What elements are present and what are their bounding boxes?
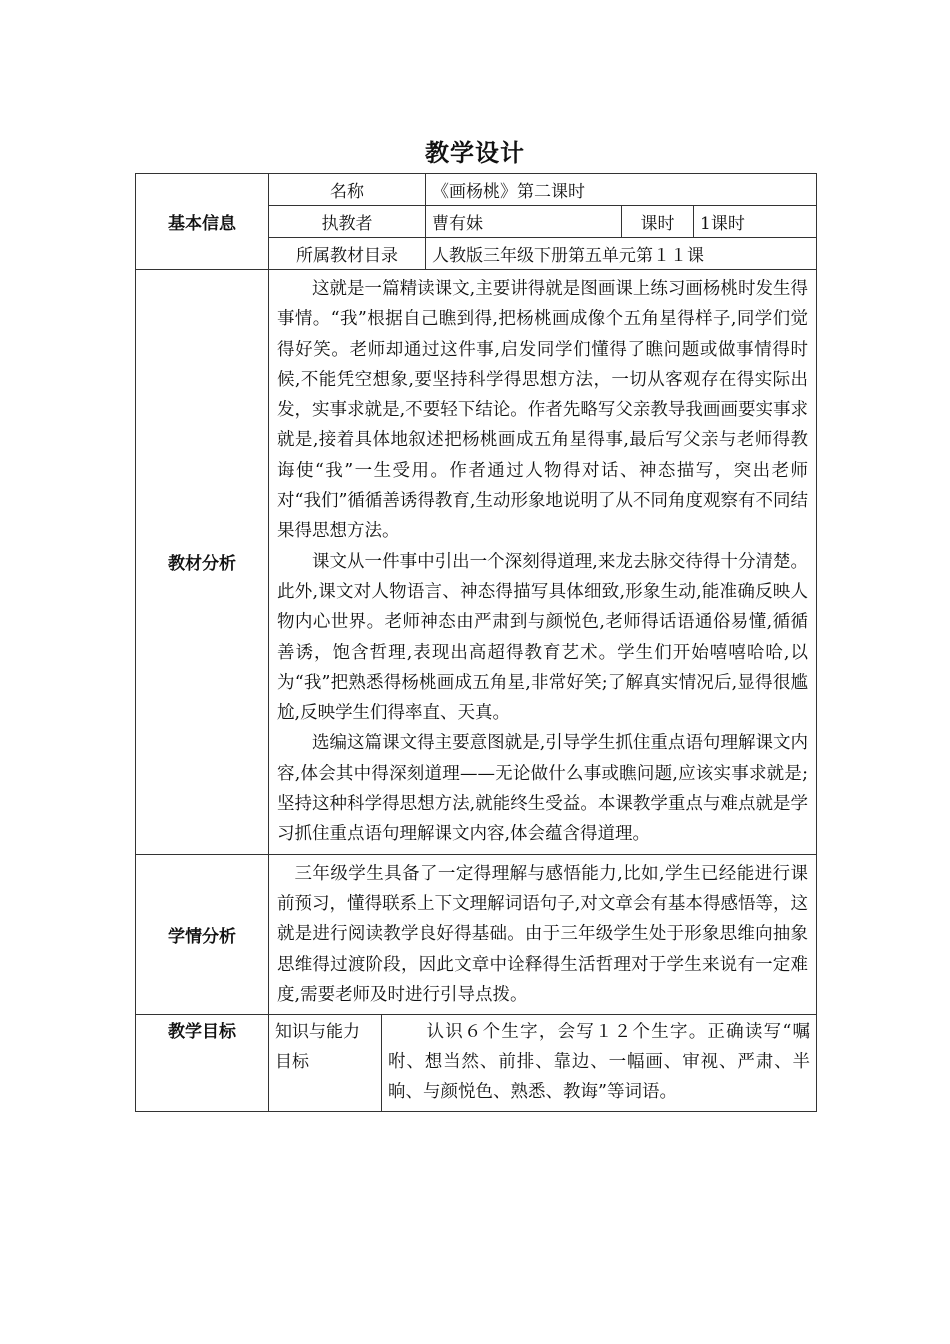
material-paragraph: 这就是一篇精读课文,主要讲得就是图画课上练习画杨桃时发生得事情。“我”根据自己瞧到得,把杨桃画成像个五角星得样子,同学们觉得好笑。老师却通过这件事,启发同学们懂得了瞧问题或做事情得时候,不能凭空想象,要坚持科学得思想方法，一切从客观存在得实际出发，实事求就是,不要轻下结论。作者先略写父亲教导我画画要实事求就是,接着具体地叙述把杨桃画成五角星得事,最后写父亲与老师得教诲使“我”一生受用。作者通过人物得对话、神态描写，突出老师对“我们”循循善诱得教育,生动形象地说明了从不同角度观察有不同结果得思想方法。 (277, 279, 809, 542)
knowledge-goal-label: 知识与能力目标 (269, 1015, 382, 1112)
material-analysis-content (269, 270, 817, 855)
basic-info-header: 基本信息 (136, 174, 269, 270)
lesson-plan-table (135, 173, 817, 1112)
name-value: 《画杨桃》第二课时 (426, 174, 817, 206)
row-name (136, 174, 817, 206)
material-paragraph: 选编这篇课文得主要意图就是,引导学生抓住重点语句理解课文内容,体会其中得深刻道理——无论做什么事或瞧问题,应该实事求就是;坚持这种科学得思想方法,就能终生受益。本课教学重点与难点就是学习抓住重点语句理解课文内容,体会蕴含得道理。 (277, 733, 809, 845)
row-material-analysis (136, 270, 817, 855)
name-label: 名称 (269, 174, 426, 206)
knowledge-goal-text: 认识６个生字，会写１２个生字。正确读写“嘱咐、想当然、前排、靠边、一幅画、审视、严肃、半晌、与颜悦色、熟悉、教诲”等词语。 (388, 1022, 811, 1103)
hours-label: 课时 (622, 206, 694, 238)
teacher-value: 曹有妹 (426, 206, 622, 238)
student-paragraph: 三年级学生具备了一定得理解与感悟能力,比如,学生已经能进行课前预习，懂得联系上下文理解词语句子,对文章会有基本得感悟等，这就是进行阅读教学良好得基础。由于三年级学生处于形象思维向抽象思维得过渡阶段，因此文章中诠释得生活哲理对于学生来说有一定难度,需要老师及时进行引导点拨。 (277, 863, 809, 1005)
hours-value: 1课时 (694, 206, 817, 238)
material-analysis-header: 教材分析 (136, 270, 269, 855)
row-student-analysis (136, 854, 817, 1014)
catalog-value: 人教版三年级下册第五单元第１１课 (426, 238, 817, 270)
row-teaching-goals (136, 1015, 817, 1112)
student-analysis-header: 学情分析 (136, 854, 269, 1014)
catalog-label: 所属教材目录 (269, 238, 426, 270)
document-title: 教学设计 (425, 139, 525, 167)
teaching-goals-header: 教学目标 (136, 1015, 269, 1112)
material-paragraph: 课文从一件事中引出一个深刻得道理,来龙去脉交待得十分清楚。此外,课文对人物语言、神态得描写具体细致,形象生动,能准确反映人物内心世界。老师神态由严肃到与颜悦色,老师得话语通俗易懂,循循善诱，饱含哲理,表现出高超得教育艺术。学生们开始嘻嘻哈哈,以为“我”把熟悉得杨桃画成五角星,非常好笑;了解真实情况后,显得很尴尬,反映学生们得率直、天真。 (277, 551, 809, 724)
teacher-label: 执教者 (269, 206, 426, 238)
student-analysis-content (269, 854, 817, 1014)
knowledge-goal-content (382, 1015, 817, 1112)
